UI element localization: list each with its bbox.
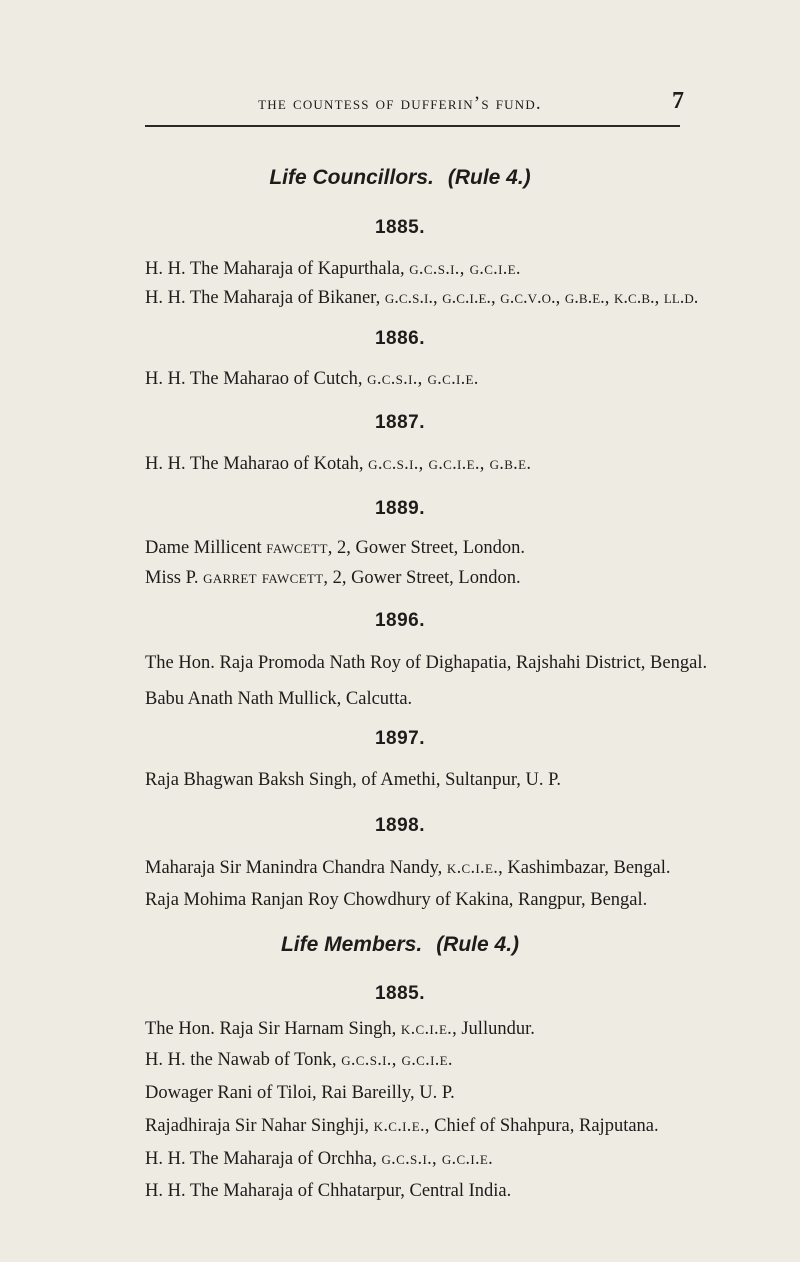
councillor-entry [145, 454, 531, 475]
entry-honours: g.c.s.i., g.c.i.e., g.c.v.o., g.b.e., k.c.b., ll.d. [384, 288, 699, 308]
entry-address: , 2, Gower Street, London. [323, 568, 521, 588]
page-number: 7 [672, 88, 684, 114]
councillor-entry: Raja Mohima Ranjan Roy Chowdhury of Kakina, Rangpur, Bengal. [145, 890, 648, 910]
entry-name: H. H. the Nawab of Tonk, [145, 1050, 337, 1070]
councillor-entry [145, 259, 521, 280]
councillor-entry: The Hon. Raja Promoda Nath Roy of Dighapatia, Rajshahi District, Bengal. [145, 653, 708, 673]
entry-name: The Hon. Raja Sir Harnam Singh, [145, 1019, 397, 1039]
entry-name: H. H. The Maharaja of Orchha, [145, 1149, 377, 1169]
councillor-entry [145, 369, 479, 390]
section-title: Life Members. [280, 933, 423, 956]
councillor-entry [145, 858, 671, 879]
year-heading: 1885. [374, 217, 426, 238]
entry-address: , Jullundur. [452, 1019, 535, 1039]
entry-honours: k.c.i.e. [373, 1116, 425, 1136]
entry-name: Rajadhiraja Sir Nahar Singhji, [145, 1116, 370, 1136]
year-heading: 1885. [374, 983, 426, 1004]
member-entry [145, 1149, 493, 1170]
year-heading: 1887. [374, 412, 426, 433]
entry-name: H. H. The Maharao of Cutch, [145, 369, 363, 389]
entry-name: H. H. The Maharaja of Kapurthala, [145, 259, 405, 279]
councillor-entry: Raja Bhagwan Baksh Singh, of Amethi, Sultanpur, U. P. [145, 770, 562, 790]
entry-surname: fawcett [266, 538, 328, 558]
rule-reference: (Rule 4.) [436, 933, 520, 956]
member-entry: Dowager Rani of Tiloi, Rai Bareilly, U. P. [145, 1083, 455, 1103]
entry-honours: g.c.s.i., g.c.i.e., g.b.e. [368, 454, 532, 474]
councillor-entry [145, 288, 698, 309]
entry-name: H. H. The Maharao of Kotah, [145, 454, 364, 474]
entry-honours: k.c.i.e. [400, 1019, 453, 1039]
section-title: Life Councillors. [269, 166, 434, 189]
entry-honours: g.c.s.i., g.c.i.e. [367, 369, 479, 389]
member-entry: H. H. The Maharaja of Chhatarpur, Central India. [145, 1181, 512, 1201]
entry-name: Maharaja Sir Manindra Chandra Nandy, [145, 858, 443, 878]
entry-address: , Chief of Shahpura, Rajputana. [424, 1116, 659, 1136]
year-heading: 1889. [374, 498, 426, 519]
entry-name: Dame Millicent [145, 538, 262, 558]
year-heading: 1897. [374, 728, 426, 749]
member-entry [145, 1050, 453, 1071]
entry-honours: g.c.s.i., g.c.i.e. [381, 1149, 494, 1169]
entry-name: H. H. The Maharaja of Bikaner, [145, 288, 381, 308]
member-entry [145, 1019, 535, 1040]
entry-address: , Kashimbazar, Bengal. [498, 858, 671, 878]
year-heading: 1896. [374, 610, 426, 631]
entry-name: Miss P. [145, 568, 199, 588]
life-members-heading [0, 933, 800, 957]
councillor-entry: Babu Anath Nath Mullick, Calcutta. [145, 689, 413, 709]
running-head: the countess of dufferin’s fund. [258, 93, 542, 114]
year-heading: 1886. [374, 328, 426, 349]
councillor-entry [145, 538, 525, 559]
member-entry [145, 1116, 659, 1137]
rule-reference: (Rule 4.) [447, 166, 531, 189]
entry-honours: g.c.s.i., g.c.i.e. [341, 1050, 453, 1070]
year-heading: 1898. [374, 815, 426, 836]
header-rule [145, 125, 680, 127]
entry-honours: g.c.s.i., g.c.i.e. [409, 259, 521, 279]
entry-honours: k.c.i.e. [446, 858, 499, 878]
entry-surname: garret fawcett [203, 568, 324, 588]
entry-address: , 2, Gower Street, London. [327, 538, 526, 558]
life-councillors-heading [0, 166, 800, 190]
councillor-entry [145, 568, 521, 589]
